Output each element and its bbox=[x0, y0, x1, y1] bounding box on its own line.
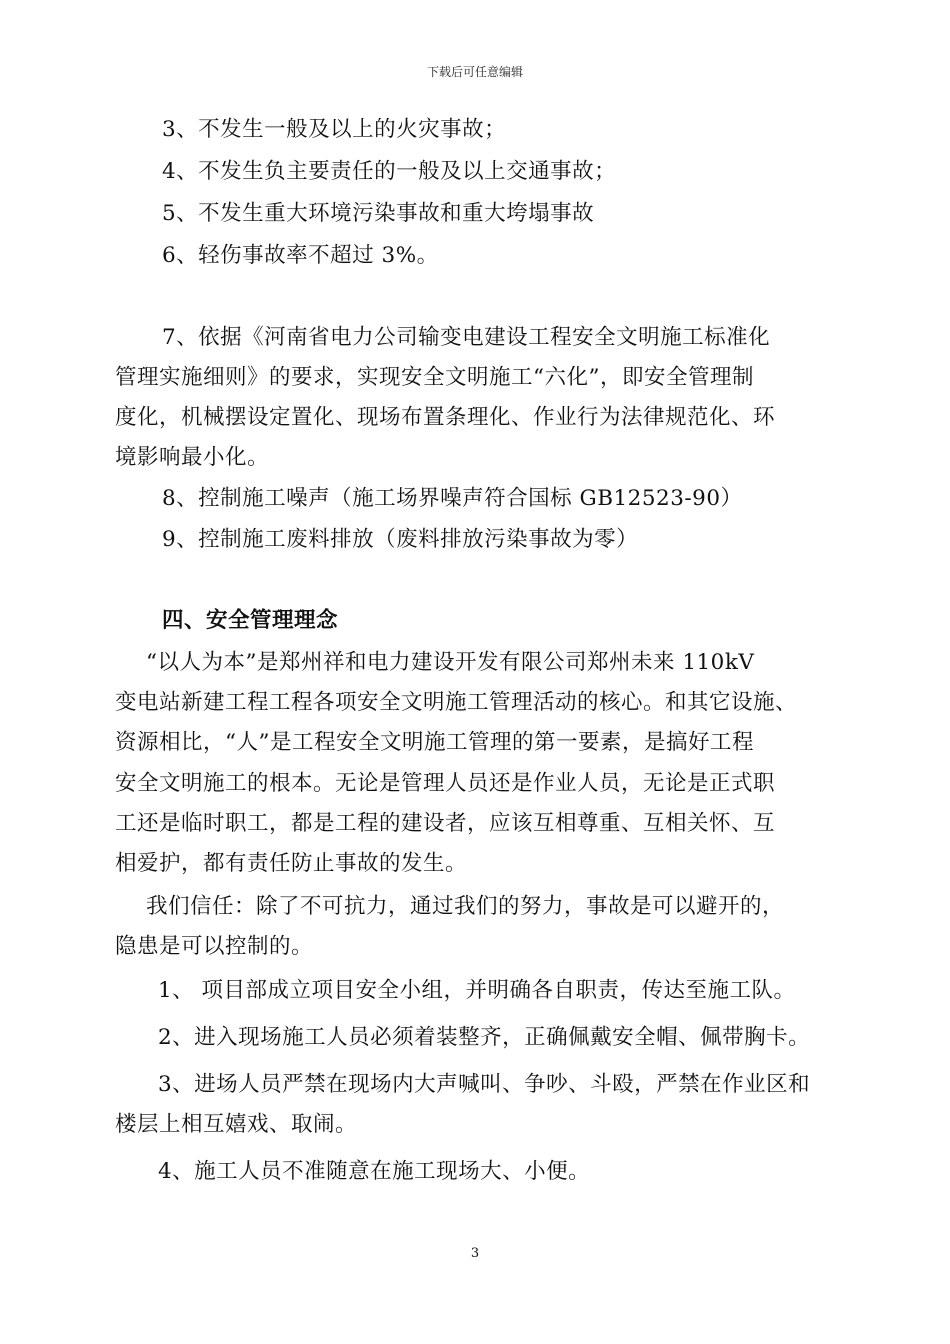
rule-1: 1、 项目部成立项目安全小组，并明确各自职责，传达至施工队。 bbox=[158, 978, 796, 1003]
target-item-6: 6、轻伤事故率不超过 3%。 bbox=[162, 243, 439, 268]
paragraph-1-line-2: 变电站新建工程工程各项安全文明施工管理活动的核心。和其它设施、 bbox=[115, 690, 798, 715]
rule-4: 4、施工人员不准随意在施工现场大、小便。 bbox=[158, 1159, 591, 1184]
rule-3-line-1: 3、进场人员严禁在现场内大声喊叫、争吵、斗殴，严禁在作业区和 bbox=[158, 1072, 811, 1097]
section-heading: 四、安全管理理念 bbox=[162, 608, 339, 633]
target-item-7-line-4: 境影响最小化。 bbox=[115, 445, 270, 470]
page-number: 3 bbox=[470, 1246, 480, 1261]
paragraph-1-line-5: 工还是临时职工，都是工程的建设者，应该互相尊重、互相关怀、互 bbox=[115, 811, 776, 836]
target-item-3: 3、不发生一般及以上的火灾事故； bbox=[162, 117, 507, 142]
paragraph-1-line-4: 安全文明施工的根本。无论是管理人员还是作业人员，无论是正式职 bbox=[115, 771, 776, 796]
rule-2: 2、进入现场施工人员必须着装整齐，正确佩戴安全帽、佩带胸卡。 bbox=[158, 1025, 811, 1050]
paragraph-1-line-3: 资源相比，“人”是工程安全文明施工管理的第一要素，是搞好工程 bbox=[115, 730, 754, 755]
paragraph-1-line-6: 相爱护，都有责任防止事故的发生。 bbox=[115, 851, 468, 876]
target-item-9: 9、控制施工废料排放（废料排放污染事故为零） bbox=[162, 527, 639, 552]
target-item-5: 5、不发生重大环境污染事故和重大垮塌事故 bbox=[162, 201, 595, 226]
target-item-8: 8、控制施工噪声（施工场界噪声符合国标 GB12523-90） bbox=[162, 486, 743, 511]
target-item-7-line-1: 7、依据《河南省电力公司输变电建设工程安全文明施工标准化 bbox=[162, 325, 771, 350]
target-item-7-line-3: 度化，机械摆设定置化、现场布置条理化、作业行为法律规范化、环 bbox=[115, 405, 776, 430]
page-header: 下载后可任意编辑 bbox=[426, 65, 523, 79]
target-item-7-line-2: 管理实施细则》的要求，实现安全文明施工“六化”，即安全管理制 bbox=[115, 365, 754, 390]
paragraph-2-line-1: 我们信任：除了不可抗力，通过我们的努力，事故是可以避开的， bbox=[146, 894, 785, 919]
rule-3-line-2: 楼层上相互嬉戏、取闹。 bbox=[115, 1112, 358, 1137]
paragraph-2-line-2: 隐患是可以控制的。 bbox=[115, 934, 314, 959]
paragraph-1-line-1: “以人为本”是郑州祥和电力建设开发有限公司郑州未来 110kV bbox=[146, 650, 755, 675]
target-item-4: 4、不发生负主要责任的一般及以上交通事故； bbox=[162, 159, 617, 184]
